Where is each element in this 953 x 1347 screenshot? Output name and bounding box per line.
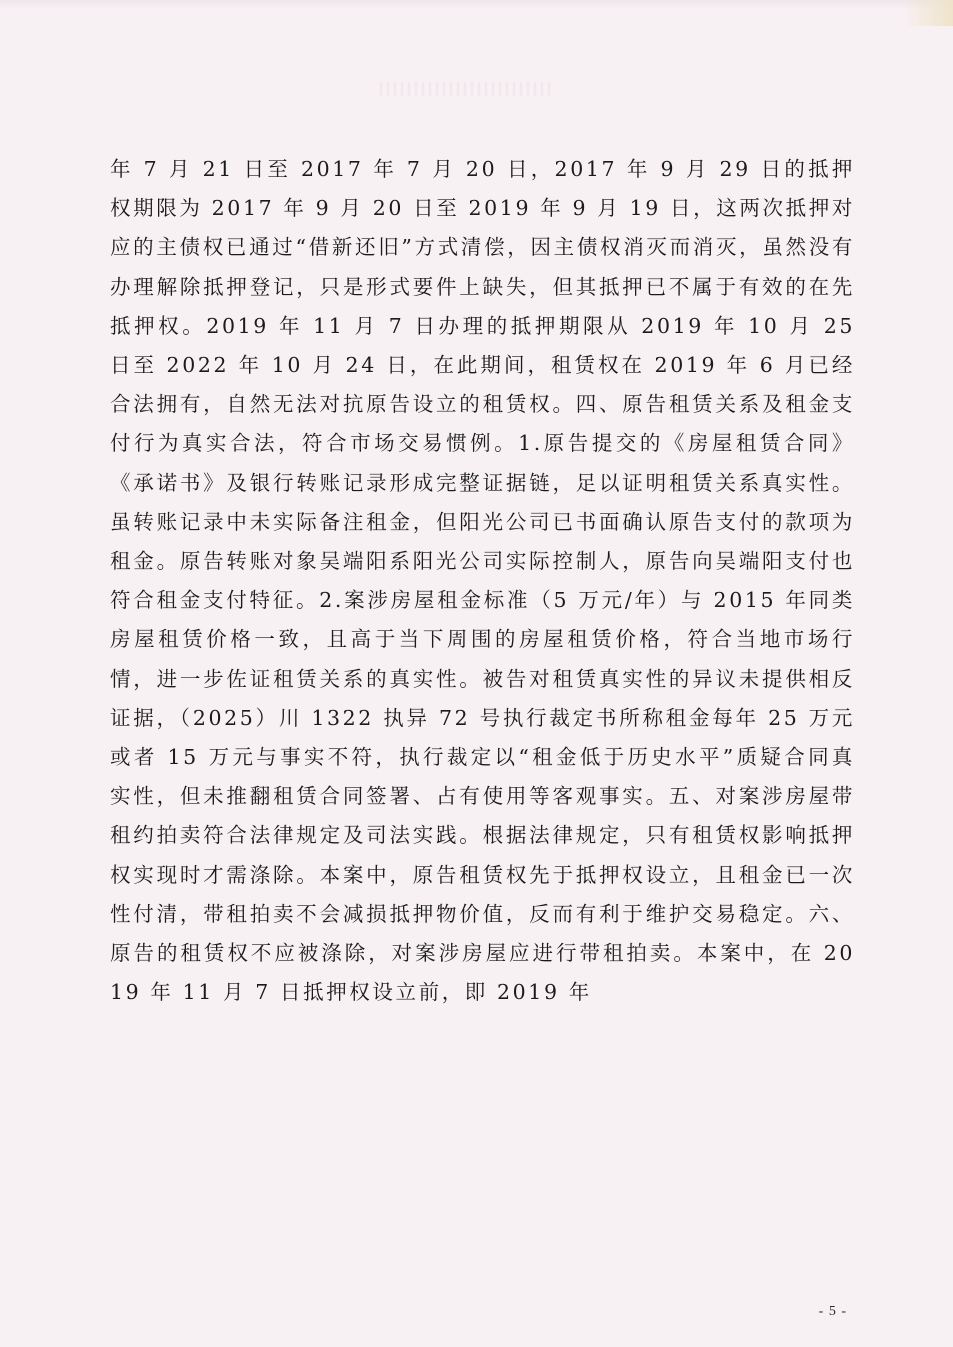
scan-top-edge <box>0 0 953 10</box>
scan-corner-stain <box>903 0 953 26</box>
scan-artifact <box>380 82 550 96</box>
page-number: - 5 - <box>818 1304 847 1319</box>
body-paragraph: 年 7 月 21 日至 2017 年 7 月 20 日，2017 年 9 月 29 日的抵押权期限为 2017 年 9 月 20 日至 2019 年 9 月 19 日，这两次抵押对应的主债权已通过“借新还旧”方式清偿，因主债权消灭而消灭，虽然没有办理解除抵押登记，只是形式要件上缺失，但其抵押已不属于有效的在先抵押权。2019 年 11 月 7 日办理的抵押期限从 2019 年 10 月 25 日至 2022 年 10 月 24 日，在此期间，租赁权在 2019 年 6 月已经合法拥有，自然无法对抗原告设立的租赁权。四、原告租赁关系及租金支付行为真实合法，符合市场交易惯例。1.原告提交的《房屋租赁合同》《承诺书》及银行转账记录形成完整证据链，足以证明租赁关系真实性。虽转账记录中未实际备注租金，但阳光公司已书面确认原告支付的款项为租金。原告转账对象吴端阳系阳光公司实际控制人，原告向吴端阳支付也符合租金支付特征。2.案涉房屋租金标准（5 万元/年）与 2015 年同类房屋租赁价格一致，且高于当下周围的房屋租赁价格，符合当地市场行情，进一步佐证租赁关系的真实性。被告对租赁真实性的异议未提供相反证据，（2025）川 1322 执异 72 号执行裁定书所称租金每年 25 万元或者 15 万元与事实不符，执行裁定以“租金低于历史水平”质疑合同真实性，但未推翻租赁合同签署、占有使用等客观事实。五、对案涉房屋带租约拍卖符合法律规定及司法实践。根据法律规定，只有租赁权影响抵押权实现时才需涤除。本案中，原告租赁权先于抵押权设立，且租金已一次性付清，带租拍卖不会减损抵押物价值，反而有利于维护交易稳定。六、原告的租赁权不应被涤除，对案涉房屋应进行带租拍卖。本案中，在 2019 年 11 月 7 日抵押权设立前，即 2019 年 <box>110 157 855 1005</box>
